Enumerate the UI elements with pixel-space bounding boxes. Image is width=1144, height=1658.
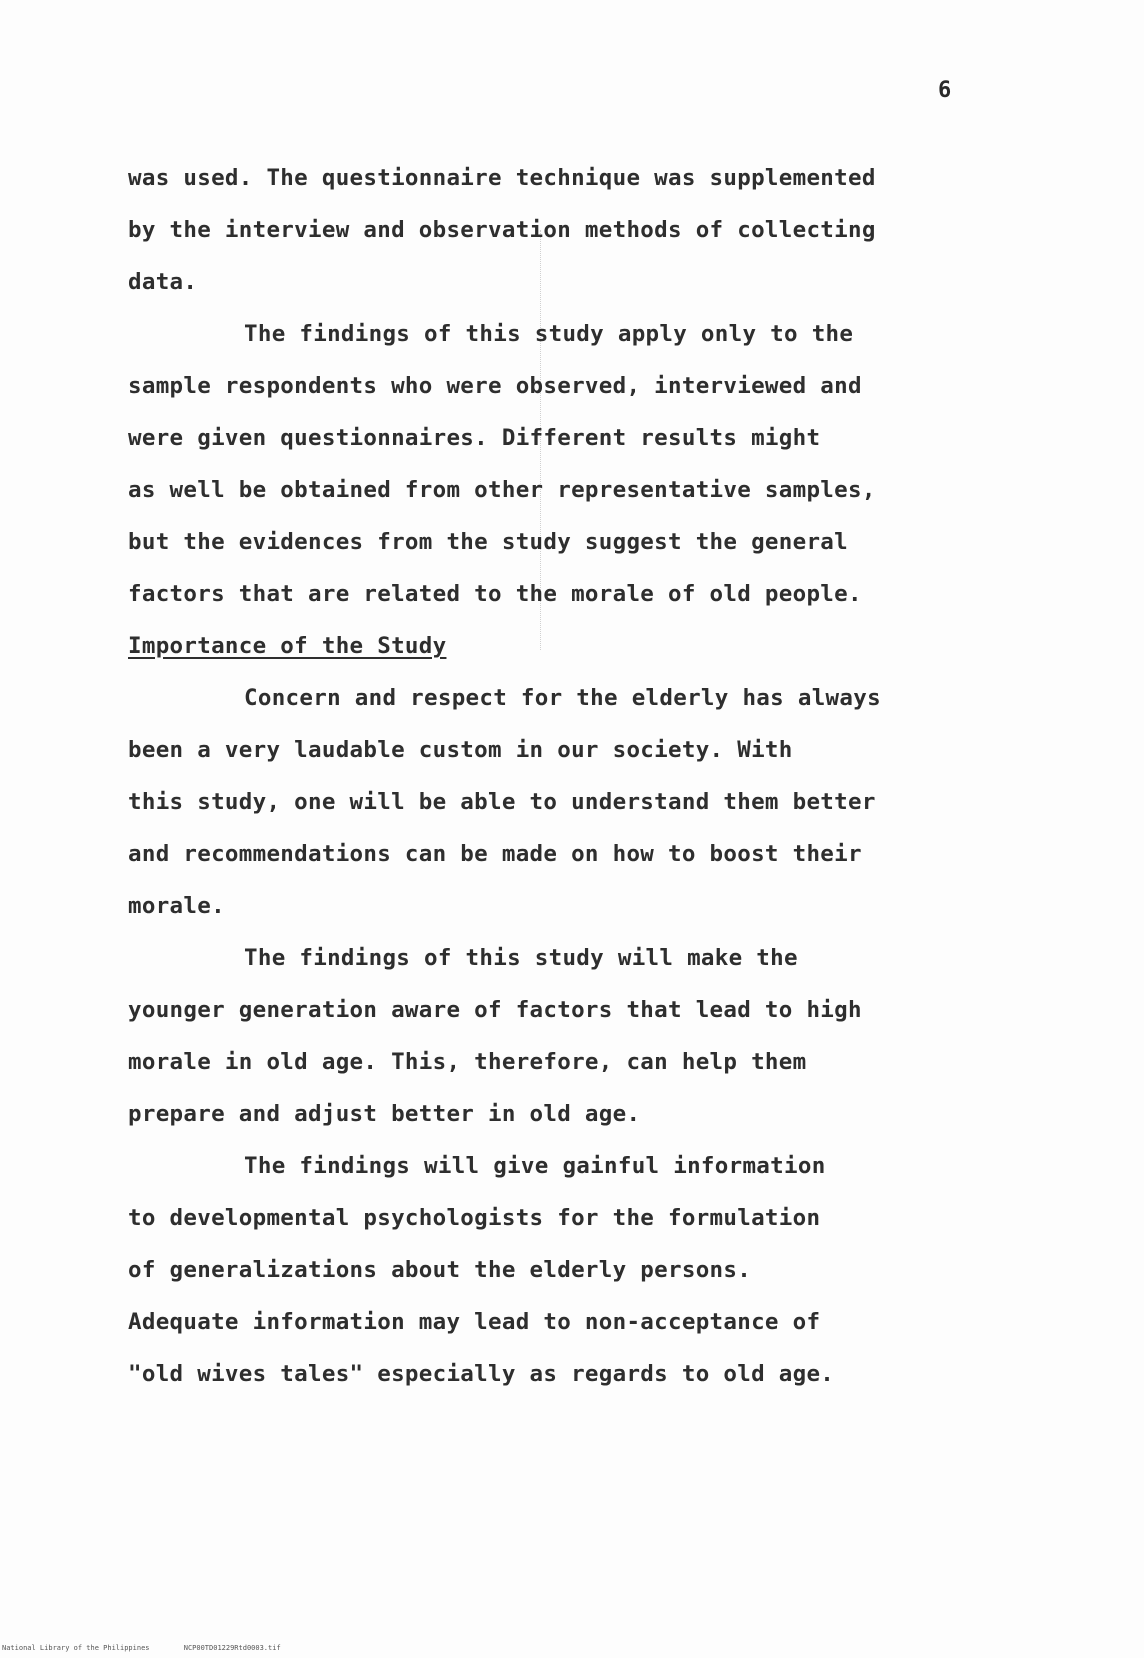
paragraph-start-line: Concern and respect for the elderly has always	[244, 685, 881, 711]
text-line: were given questionnaires. Different results might	[128, 425, 821, 451]
text-line: but the evidences from the study suggest the general	[128, 529, 848, 555]
text-line: factors that are related to the morale of old people.	[128, 581, 862, 607]
text-line: morale in old age. This, therefore, can help them	[128, 1049, 807, 1075]
text-line: been a very laudable custom in our society. With	[128, 737, 793, 763]
text-line: to developmental psychologists for the formulation	[128, 1205, 821, 1231]
text-line: morale.	[128, 893, 225, 919]
paragraph-start-line: The findings of this study will make the	[244, 945, 798, 971]
text-line: "old wives tales" especially as regards to old age.	[128, 1361, 835, 1387]
text-line: data.	[128, 269, 198, 295]
text-line: Adequate information may lead to non-acceptance of	[128, 1309, 821, 1335]
text-line: of generalizations about the elderly persons.	[128, 1257, 752, 1283]
document-body	[128, 152, 1018, 1400]
scan-footer	[2, 1644, 311, 1652]
page-number: 6	[938, 78, 952, 103]
text-line: younger generation aware of factors that lead to high	[128, 997, 862, 1023]
section-heading: Importance of the Study	[128, 633, 447, 659]
text-line: sample respondents who were observed, interviewed and	[128, 373, 862, 399]
footer-code: NCP00TD01229Rtd0003.tif	[183, 1644, 281, 1652]
text-line: was used. The questionnaire technique was supplemented	[128, 165, 876, 191]
text-line: prepare and adjust better in old age.	[128, 1101, 641, 1127]
text-line: and recommendations can be made on how to boost their	[128, 841, 862, 867]
section-heading-line	[128, 620, 1018, 672]
text-line: as well be obtained from other representative samples,	[128, 477, 876, 503]
footer-library: National Library of the Philippines	[2, 1644, 150, 1652]
text-line: this study, one will be able to understand them better	[128, 789, 876, 815]
paragraph-start-line: The findings will give gainful information	[244, 1153, 826, 1179]
text-line: by the interview and observation methods of collecting	[128, 217, 876, 243]
paragraph-start-line: The findings of this study apply only to the	[244, 321, 854, 347]
